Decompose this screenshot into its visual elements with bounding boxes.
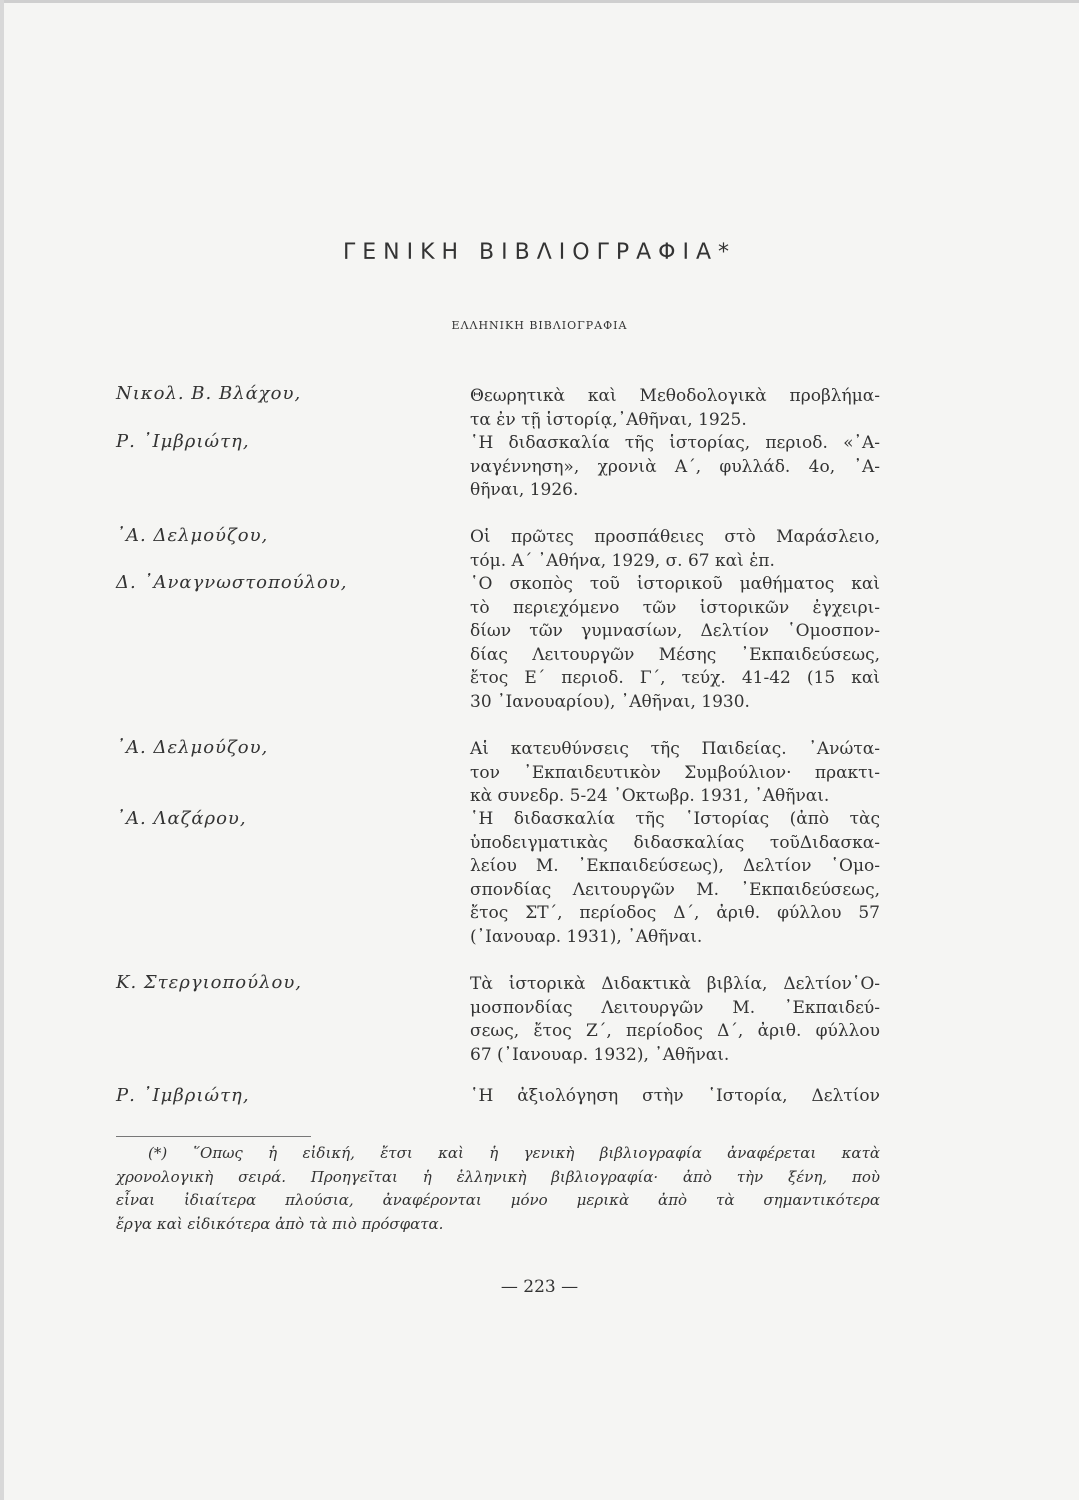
footnote-line: ἔργα καὶ εἰδικότερα ἀπὸ τὰ πιὸ πρόσφατα.: [116, 1214, 444, 1233]
entry-line: τὸ περιεχόμενο τῶν ἱστορικῶν ἐγχειρι-: [470, 597, 880, 618]
entry-line: Θεωρητικὰ καὶ Μεθοδολογικὰ προβλήμα-: [470, 386, 880, 406]
bibliography-entry: [470, 973, 880, 1067]
entry-line: (᾿Ιανουαρ. 1931), ᾿Αθῆναι.: [470, 926, 703, 947]
page-left-edge: [0, 0, 4, 1500]
entry-line: ναγέννηση», χρονιὰ Α΄, φυλλάδ. 4ο, ᾿Α-: [470, 456, 880, 477]
footnote-rule: [116, 1136, 311, 1137]
entry-author: ᾿Α. Δελμούζου,: [116, 525, 269, 546]
entry-line: δίας Λειτουργῶν Μέσης ᾿Εκπαιδεύσεως,: [470, 644, 880, 665]
entry-line: κὰ συνεδρ. 5-24 ᾿Οκτωβρ. 1931, ᾿Αθῆναι.: [470, 786, 830, 806]
entry-line: δίων τῶν γυμνασίων, Δελτίον ῾Ομοσπον-: [470, 621, 880, 641]
page-title: ΓΕΝΙΚΗ ΒΙΒΛΙΟΓΡΑΦΙΑ*: [342, 240, 737, 265]
entry-line: σπονδίας Λειτουργῶν Μ. ᾿Εκπαιδεύσεως,: [470, 879, 880, 900]
entry-line: Τὰ ἱστορικὰ Διδακτικὰ βιβλία, Δελτίον῾Ο-: [470, 974, 880, 994]
bibliography-entry: [470, 385, 880, 432]
footnote-line: εἶναι ἰδιαίτερα πλούσια, ἀναφέρονται μόνο μερικὰ ἀπὸ τὰ σημαντικότερα: [116, 1191, 880, 1209]
page-top-edge: [0, 0, 1079, 3]
section-subtitle: ΕΛΛΗΝΙΚΗ ΒΙΒΛΙΟΓΡΑΦΙΑ: [451, 319, 628, 332]
entry-line: ῾Η διδασκαλία τῆς ἱστορίας, περιοδ. «᾿Α-: [470, 433, 880, 453]
entry-author: Κ. Στεργιοπούλου,: [116, 972, 302, 993]
entry-author: Ρ. ᾿Ιμβριώτη,: [116, 1085, 250, 1106]
bibliography-entry: [470, 1085, 880, 1109]
entry-author: Ρ. ᾿Ιμβριώτη,: [116, 431, 250, 452]
entry-line: Οἱ πρῶτες προσπάθειες στὸ Μαράσλειο,: [470, 527, 880, 547]
entry-line: τον ᾿Εκπαιδευτικὸν Συμβούλιον· πρακτι-: [470, 762, 880, 783]
bibliography-entry: [470, 738, 880, 809]
bibliography-entry: [470, 526, 880, 573]
entry-line: ἔτος ΣΤ΄, περίοδος Δ΄, ἀριθ. φύλλου 57: [470, 903, 880, 923]
entry-author: Δ. ᾿Αναγνωστοπούλου,: [116, 572, 348, 593]
bibliography-entry: [470, 573, 880, 714]
entry-line: τα ἐν τῇ ἱστορίᾳ,᾿Αθῆναι, 1925.: [470, 409, 747, 430]
entry-line: μοσπονδίας Λειτουργῶν Μ. ᾿Εκπαιδεύ-: [470, 997, 880, 1018]
entry-line: 67 (᾿Ιανουαρ. 1932), ᾿Αθῆναι.: [470, 1044, 730, 1065]
entry-line: τόμ. Α΄ ᾿Αθήνα, 1929, σ. 67 καὶ ἑπ.: [470, 550, 775, 571]
entry-author: Νικολ. Β. Βλάχου,: [116, 383, 302, 404]
entry-line: ἔτος Ε΄ περιοδ. Γ΄, τεύχ. 41-42 (15 καὶ: [470, 668, 880, 688]
footnote: [116, 1142, 880, 1236]
entry-line: λείου Μ. ᾿Εκπαιδεύσεως), Δελτίον ῾Ομο-: [470, 856, 880, 876]
entry-line: 30 ᾿Ιανουαρίου), ᾿Αθῆναι, 1930.: [470, 691, 750, 712]
entry-author: ᾿Α. Δελμούζου,: [116, 737, 269, 758]
entry-line: ὑποδειγματικὰς διδασκαλίας τοῦΔιδασκα-: [470, 832, 880, 853]
entry-line: θῆναι, 1926.: [470, 480, 579, 500]
entry-line: ῾Η διδασκαλία τῆς ῾Ιστορίας (ἀπὸ τὰς: [470, 809, 880, 829]
footnote-line: χρονολογικὴ σειρά. Προηγεῖται ἡ ἑλληνικὴ βιβλιογραφία· ἀπὸ τὴν ξένη, ποὺ: [116, 1167, 880, 1186]
entry-author: ᾿Α. Λαζάρου,: [116, 808, 247, 829]
entry-line: ῾Ο σκοπὸς τοῦ ἱστορικοῦ μαθήματος καὶ: [470, 574, 880, 594]
bibliography-entry: [470, 808, 880, 949]
entry-line: ῾Η ἀξιολόγηση στὴν ῾Ιστορία, Δελτίον: [470, 1086, 880, 1106]
bibliography-entry: [470, 432, 880, 503]
page-number: — 223 —: [500, 1277, 579, 1297]
entry-line: σεως, ἔτος Ζ΄, περίοδος Δ΄, ἀριθ. φύλλου: [470, 1021, 880, 1041]
entry-line: Αἱ κατευθύνσεις τῆς Παιδείας. ᾿Ανώτα-: [470, 739, 880, 759]
footnote-line: (*) ῞Οπως ἡ εἰδική, ἔτσι καὶ ἡ γενικὴ βιβλιογραφία ἀναφέρεται κατὰ: [148, 1144, 880, 1162]
